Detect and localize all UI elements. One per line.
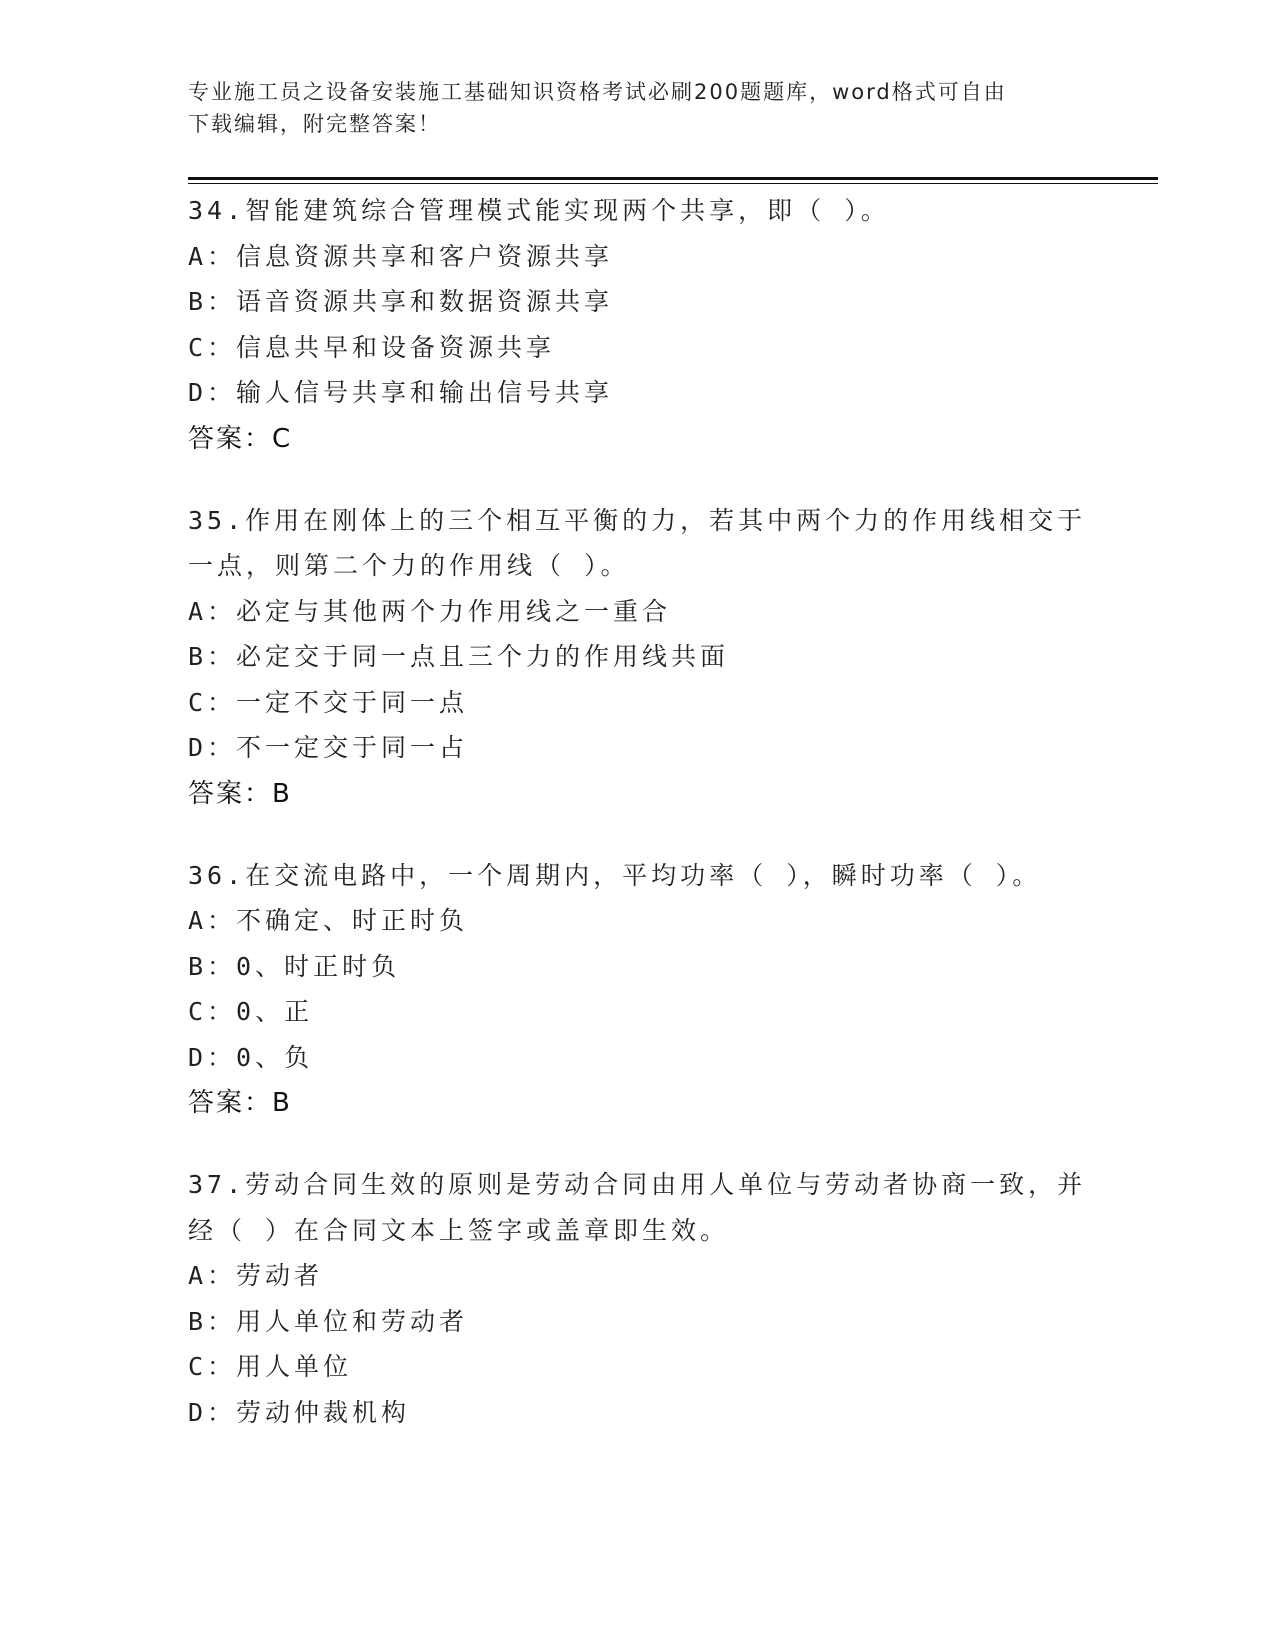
header-line-2: 下载编辑，附完整答案！: [188, 112, 441, 136]
document-header: [188, 76, 1078, 140]
option-a: A：信息资源共享和客户资源共享: [188, 241, 614, 271]
option-d: D：输人信号共享和输出信号共享: [188, 378, 614, 407]
option-a: A：不确定、时正时负: [188, 906, 469, 935]
option-d: D：不一定交于同一占: [188, 733, 469, 762]
answer-text: 答案：B: [188, 1088, 292, 1118]
question-stem-line: 37.劳动合同生效的原则是劳动合同由用人单位与劳动者协商一致，并: [188, 1170, 1087, 1199]
option-a: A：必定与其他两个力作用线之一重合: [188, 596, 672, 626]
option-c: C：信息共早和设备资源共享: [188, 332, 556, 362]
question-34: [188, 188, 1088, 462]
question-stem-line: 经（ ）在合同文本上签字或盖章即生效。: [188, 1215, 730, 1245]
option-b: B：0、时正时负: [188, 951, 401, 981]
question-35: [188, 498, 1088, 817]
question-stem: [188, 188, 1088, 234]
option-b: B：语音资源共享和数据资源共享: [188, 287, 614, 316]
question-37: [188, 1162, 1088, 1435]
question-stem-line: 36.在交流电路中，一个周期内，平均功率（ ），瞬时功率（ ）。: [188, 860, 1042, 890]
question-stem-line: 34.智能建筑综合管理模式能实现两个共享，即（ ）。: [188, 196, 890, 225]
question-stem-line: 35.作用在刚体上的三个相互平衡的力，若其中两个力的作用线相交于: [188, 505, 1087, 535]
header-divider-thin: [188, 183, 1158, 184]
answer-text: 答案：B: [188, 778, 292, 809]
header-divider-thick: [188, 177, 1158, 180]
option-b: B：用人单位和劳动者: [188, 1306, 469, 1336]
option-c: C：0、正: [188, 997, 314, 1026]
option-c: C：一定不交于同一点: [188, 687, 469, 717]
option-d: D：0、负: [188, 1042, 314, 1072]
question-stem: [188, 1162, 1088, 1253]
question-stem-line: 一点，则第二个力的作用线（ ）。: [188, 551, 630, 580]
option-d: D：劳动仲裁机构: [188, 1397, 411, 1427]
question-stem: [188, 498, 1088, 589]
question-36: [188, 853, 1088, 1127]
option-a: A：劳动者: [188, 1261, 324, 1290]
question-list: [188, 188, 1088, 1471]
answer-text: 答案：C: [188, 423, 293, 454]
option-b: B：必定交于同一点且三个力的作用线共面: [188, 642, 730, 671]
question-stem: [188, 853, 1088, 899]
header-line-1: 专业施工员之设备安装施工基础知识资格考试必刷200题题库，word格式可自由: [188, 80, 1007, 104]
option-c: C：用人单位: [188, 1352, 353, 1381]
